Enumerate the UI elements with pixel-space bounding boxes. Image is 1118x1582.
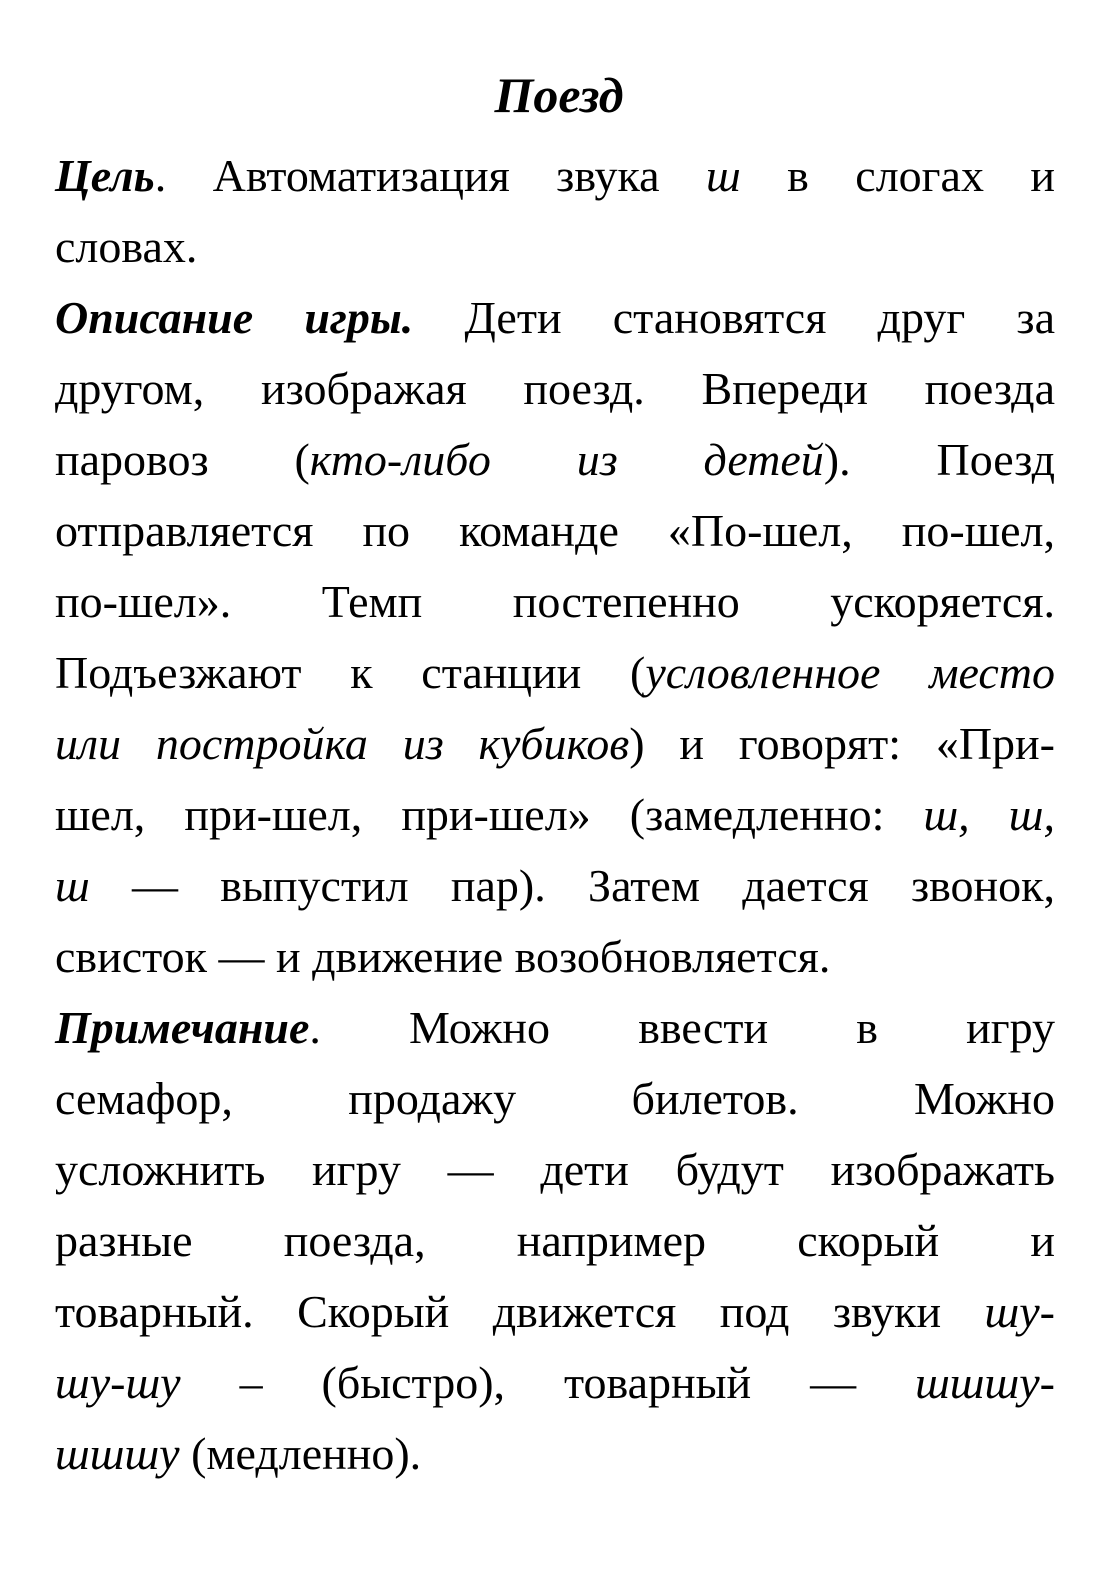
text-line bbox=[55, 637, 1055, 708]
text: в слогах и bbox=[740, 150, 1055, 201]
italic-text: или постройка из кубиков bbox=[55, 718, 630, 769]
text: (медленно). bbox=[179, 1428, 422, 1479]
paragraph-goal bbox=[55, 140, 1055, 282]
text-line bbox=[55, 495, 1055, 566]
text: разные поезда, например скорый и bbox=[55, 1215, 1055, 1266]
text: ). Поезд bbox=[823, 434, 1055, 485]
paragraph-description bbox=[55, 282, 1055, 992]
text: свисток — и движение возобновляется. bbox=[55, 931, 831, 982]
italic-text: шу- bbox=[984, 1286, 1055, 1337]
text: отправляется по команде «По-шел, по-шел, bbox=[55, 505, 1055, 556]
paragraph-heading: Описание игры. bbox=[55, 292, 414, 343]
text-line bbox=[55, 353, 1055, 424]
text-line bbox=[55, 1418, 1055, 1489]
italic-text: ш bbox=[55, 860, 90, 911]
text-line bbox=[55, 708, 1055, 779]
italic-text: кто-либо из детей bbox=[309, 434, 824, 485]
paragraph-heading: Примечание bbox=[55, 1002, 310, 1053]
document-title: Поезд bbox=[494, 67, 624, 123]
text: усложнить игру — дети будут изображать bbox=[55, 1144, 1055, 1195]
italic-text: шшшу- bbox=[915, 1357, 1055, 1408]
italic-text: шшшу bbox=[55, 1428, 180, 1479]
text: – (быстро), товарный — bbox=[180, 1357, 916, 1408]
text: . Автоматизация звука bbox=[154, 150, 706, 201]
text-line bbox=[55, 1134, 1055, 1205]
text-line bbox=[55, 921, 1055, 992]
text: по-шел». Темп постепенно ускоряется. bbox=[55, 576, 1055, 627]
text: товарный. Скорый движется под звуки bbox=[55, 1286, 985, 1337]
text-line bbox=[55, 140, 1055, 211]
text: семафор, продажу билетов. Можно bbox=[55, 1073, 1055, 1124]
document-body bbox=[55, 140, 1055, 1489]
text: Дети становятся друг за bbox=[413, 292, 1055, 343]
text-line bbox=[55, 850, 1055, 921]
italic-text: условленное место bbox=[645, 647, 1055, 698]
text-line bbox=[55, 424, 1055, 495]
text: Подъезжают к станции ( bbox=[55, 647, 646, 698]
text: ) и говорят: «При- bbox=[629, 718, 1055, 769]
text-line bbox=[55, 211, 1055, 282]
text-line bbox=[55, 1205, 1055, 1276]
text-line bbox=[55, 992, 1055, 1063]
italic-text: шу-шу bbox=[55, 1357, 181, 1408]
text: другом, изображая поезд. Впереди поезда bbox=[55, 363, 1055, 414]
text: паровоз ( bbox=[55, 434, 310, 485]
text: шел, при-шел, при-шел» (замедленно: bbox=[55, 789, 924, 840]
italic-text: ш bbox=[705, 150, 741, 201]
text: — выпустил пар). Затем дается звонок, bbox=[89, 860, 1055, 911]
italic-text: ш, ш, bbox=[923, 789, 1055, 840]
text-line bbox=[55, 1063, 1055, 1134]
text: . Можно ввести в игру bbox=[309, 1002, 1055, 1053]
paragraph-note bbox=[55, 992, 1055, 1489]
text-line bbox=[55, 1347, 1055, 1418]
text-line bbox=[55, 1276, 1055, 1347]
text-line bbox=[55, 779, 1055, 850]
text: словах. bbox=[55, 221, 198, 272]
text-line bbox=[55, 282, 1055, 353]
text-line bbox=[55, 566, 1055, 637]
paragraph-heading: Цель bbox=[55, 150, 155, 201]
